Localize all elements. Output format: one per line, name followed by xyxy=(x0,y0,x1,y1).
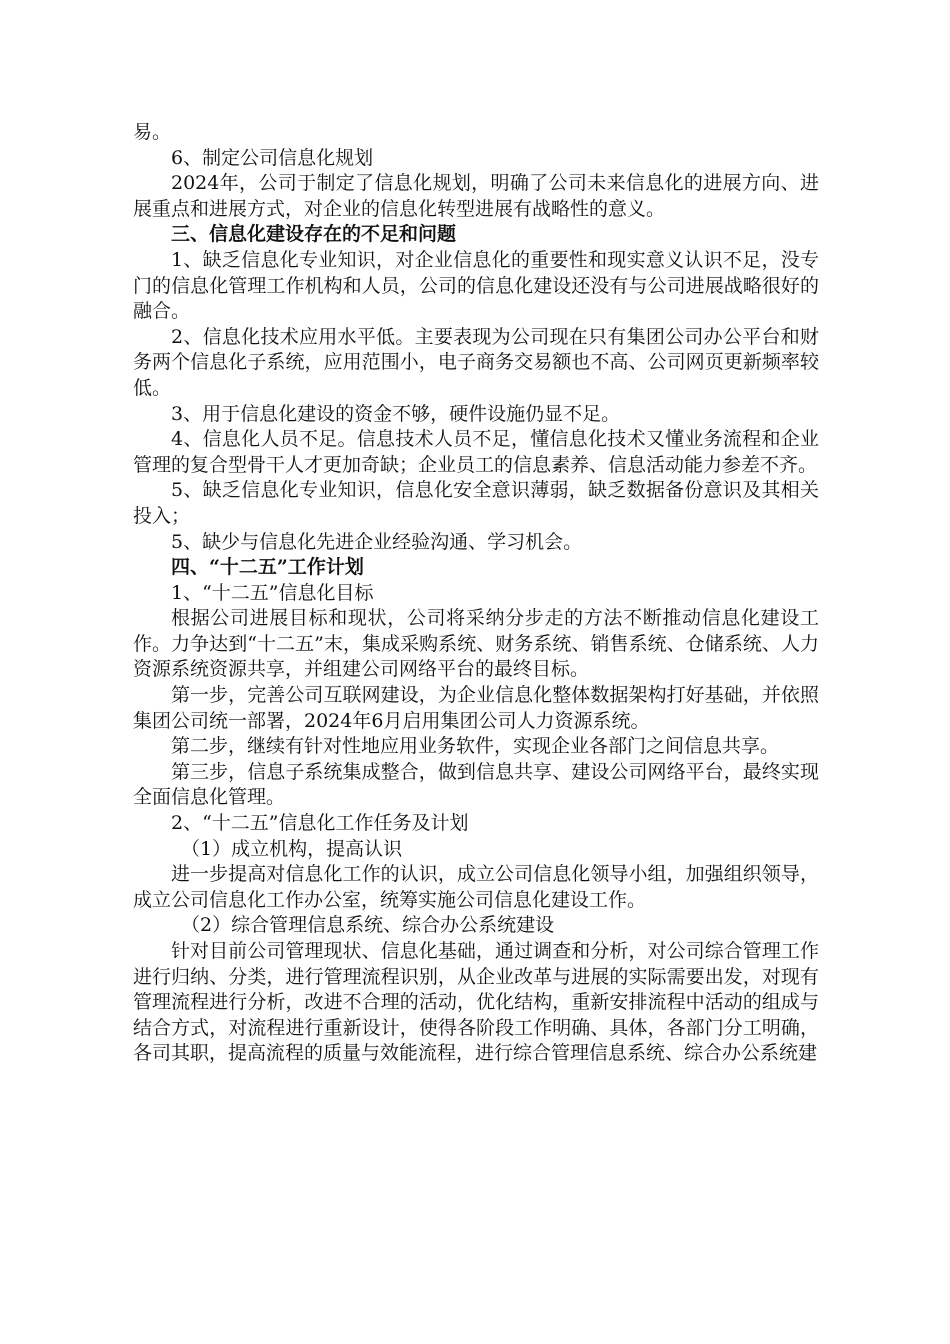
paragraph: 5、缺乏信息化专业知识，信息化安全意识薄弱，缺乏数据备份意识及其相关投入； xyxy=(133,479,819,527)
paragraph: 第三步，信息子系统集成整合，做到信息共享、建设公司网络平台，最终实现全面信息化管理。 xyxy=(133,760,819,809)
subsection-title: 6、制定公司信息化规划 xyxy=(171,146,374,169)
paragraph: 进一步提高对信息化工作的认识，成立公司信息化领导小组，加强组织领导，成立公司信息化工作办公室，统筹实施公司信息化建设工作。 xyxy=(133,863,819,911)
document-page xyxy=(133,120,819,1067)
paragraph: 第二步，继续有针对性地应用业务软件，实现企业各部门之间信息共享。 xyxy=(171,735,780,758)
paragraph: 5、缺少与信息化先进企业经验沟通、学习机会。 xyxy=(171,530,583,553)
subsection-item-title: （1）成立机构，提高认识 xyxy=(181,837,403,860)
paragraph: 根据公司进展目标和现状，公司将采纳分步走的方法不断推动信息化建设工作。力争达到“十二五”末，集成采购系统、财务系统、销售系统、仓储系统、人力资源系统资源共享，并组建公司网络平台的最终目标。 xyxy=(133,607,819,681)
section-heading: 三、信息化建设存在的不足和问题 xyxy=(171,223,457,246)
paragraph: 第一步，完善公司互联网建设，为企业信息化整体数据架构打好基础，并依照集团公司统一部署，2024年6月启用集团公司人力资源系统。 xyxy=(133,684,819,732)
paragraph: 易。 xyxy=(133,121,172,143)
paragraph: 3、用于信息化建设的资金不够，硬件设施仍显不足。 xyxy=(171,402,621,425)
section-heading: 四、“十二五”工作计划 xyxy=(171,556,364,579)
paragraph: 2、信息化技术应用水平低。主要表现为公司现在只有集团公司办公平台和财务两个信息化子系统，应用范围小，电子商务交易额也不高、公司网页更新频率较低。 xyxy=(133,325,819,399)
subsection-title: 1、“十二五”信息化目标 xyxy=(171,581,374,604)
paragraph: 2024年，公司于制定了信息化规划，明确了公司未来信息化的进展方向、进展重点和进展方式，对企业的信息化转型进展有战略性的意义。 xyxy=(133,172,819,220)
subsection-title: 2、“十二五”信息化工作任务及计划 xyxy=(171,812,469,835)
subsection-item-title: （2）综合管理信息系统、综合办公系统建设 xyxy=(181,914,555,937)
paragraph: 4、信息化人员不足。信息技术人员不足，懂信息化技术又懂业务流程和企业管理的复合型骨干人才更加奇缺；企业员工的信息素养、信息活动能力参差不齐。 xyxy=(133,428,819,476)
paragraph: 1、缺乏信息化专业知识，对企业信息化的重要性和现实意义认识不足，没专门的信息化管理工作机构和人员，公司的信息化建设还没有与公司进展战略很好的融合。 xyxy=(133,248,819,323)
paragraph: 针对目前公司管理现状、信息化基础，通过调查和分析，对公司综合管理工作进行归纳、分类，进行管理流程识别，从企业改革与进展的实际需要出发，对现有管理流程进行分析，改进不合理的活动，优化结构，重新安排流程中活动的组成与结合方式，对流程进行重新设计，使得各阶段工作明确、具体，各部门分工明确，各司其职，提高流程的质量与效能流程，进行综合管理信息系统、综合办公系统建 xyxy=(133,940,819,1065)
